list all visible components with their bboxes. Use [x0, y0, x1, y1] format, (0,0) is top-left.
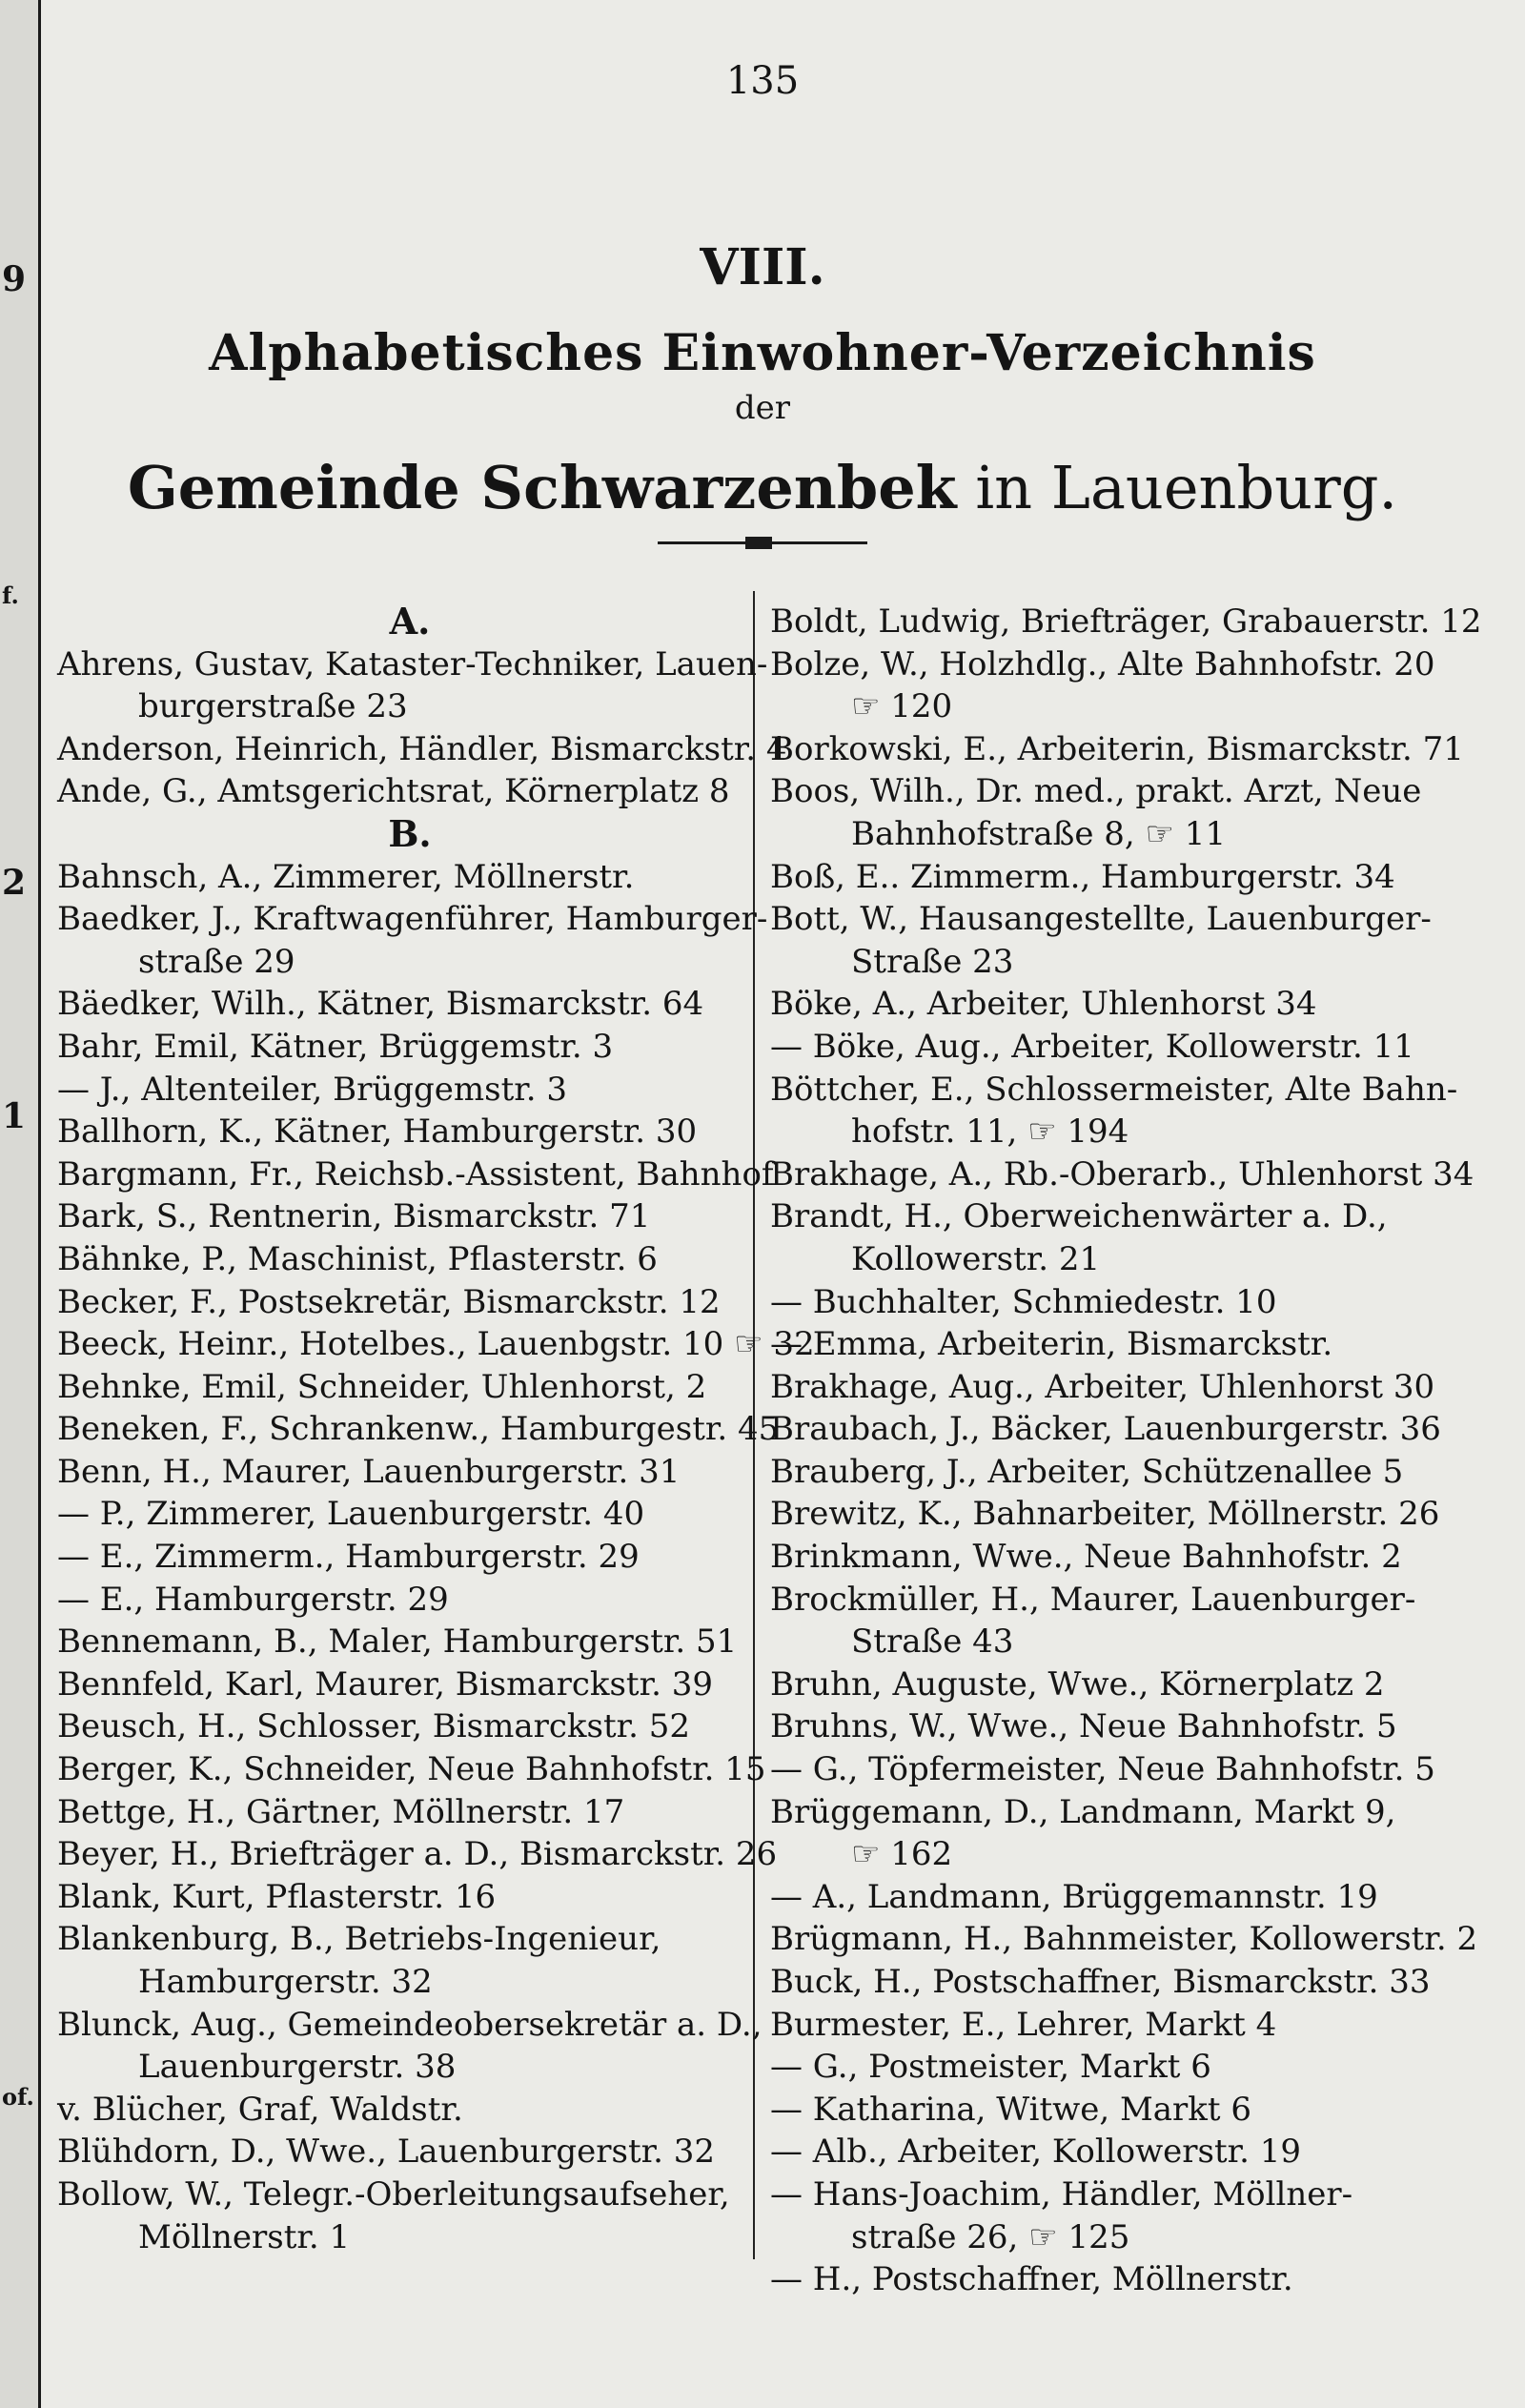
- directory-entry: — Emma, Arbeiterin, Bismarckstr.: [770, 1325, 1333, 1364]
- directory-entry: Brewitz, K., Bahnarbeiter, Möllnerstr. 26: [770, 1495, 1440, 1534]
- entry-continuation: hofstr. 11, ☞ 194: [851, 1112, 1129, 1152]
- directory-entry: — A., Landmann, Brüggemannstr. 19: [770, 1877, 1378, 1916]
- directory-entry: Bark, S., Rentnerin, Bismarckstr. 71: [57, 1197, 651, 1236]
- page-number: 135: [725, 59, 800, 103]
- directory-entry: Bruhn, Auguste, Wwe., Körnerplatz 2: [770, 1664, 1385, 1704]
- letter-heading: B.: [388, 811, 432, 855]
- entry-continuation: Hamburgerstr. 32: [138, 1963, 433, 2001]
- directory-entry: Bahr, Emil, Kätner, Brüggemstr. 3: [57, 1027, 614, 1066]
- directory-entry: Brakhage, A., Rb.-Oberarb., Uhlenhorst 34: [770, 1154, 1474, 1194]
- directory-entry: Bolze, W., Holzhdlg., Alte Bahnhofstr. 20: [770, 644, 1435, 684]
- margin-mark: of.: [2, 2083, 34, 2111]
- directory-entry: — Hans-Joachim, Händler, Möllner-: [770, 2174, 1353, 2214]
- directory-entry: — E., Hamburgerstr. 29: [57, 1580, 449, 1619]
- directory-entry: Brandt, H., Oberweichenwärter a. D.,: [770, 1197, 1388, 1236]
- directory-entry: v. Blücher, Graf, Waldstr.: [57, 2090, 463, 2129]
- margin-mark: 2: [2, 863, 27, 903]
- entry-continuation: Straße 43: [851, 1622, 1014, 1662]
- letter-heading: A.: [389, 600, 431, 643]
- directory-entry: Boß, E.. Zimmerm., Hamburgerstr. 34: [770, 857, 1395, 896]
- directory-entry: Berger, K., Schneider, Neue Bahnhofstr. 15: [57, 1750, 766, 1789]
- directory-entry: Beusch, H., Schlosser, Bismarckstr. 52: [57, 1707, 691, 1746]
- title-connector: der: [734, 389, 791, 427]
- directory-entry: — Böke, Aug., Arbeiter, Kollowerstr. 11: [770, 1027, 1414, 1066]
- directory-entry: Braubach, J., Bäcker, Lauenburgerstr. 36: [770, 1410, 1441, 1449]
- directory-entry: Brüggemann, D., Landmann, Markt 9,: [770, 1792, 1396, 1831]
- directory-entry: Burmester, E., Lehrer, Markt 4: [770, 2005, 1277, 2044]
- directory-entry: — J., Altenteiler, Brüggemstr. 3: [57, 1070, 568, 1109]
- title-municipality-name: Gemeinde Schwarzenbek: [127, 453, 957, 522]
- title-municipality-region: in Lauenburg.: [956, 453, 1398, 522]
- directory-entry: Boos, Wilh., Dr. med., prakt. Arzt, Neue: [770, 772, 1422, 811]
- directory-entry: Böttcher, E., Schlossermeister, Alte Bahn-: [770, 1070, 1458, 1109]
- directory-entry: Ande, G., Amtsgerichtsrat, Körnerplatz 8: [57, 772, 730, 811]
- directory-entry: — Buchhalter, Schmiedestr. 10: [770, 1282, 1277, 1321]
- title-main: Alphabetisches Einwohner-Verzeichnis: [209, 324, 1316, 382]
- directory-entry: Blunck, Aug., Gemeindeobersekretär a. D.,: [57, 2005, 762, 2044]
- entry-continuation: burgerstraße 23: [138, 687, 408, 726]
- directory-entry: Blühdorn, D., Wwe., Lauenburgerstr. 32: [57, 2133, 716, 2172]
- directory-entry: — Katharina, Witwe, Markt 6: [770, 2090, 1251, 2129]
- entry-continuation: straße 26, ☞ 125: [851, 2217, 1130, 2256]
- margin-mark: f.: [2, 582, 19, 609]
- directory-entry: — G., Töpfermeister, Neue Bahnhofstr. 5: [770, 1750, 1435, 1789]
- directory-entry: Baedker, J., Kraftwagenführer, Hamburger-: [57, 900, 768, 939]
- directory-entry: Bähnke, P., Maschinist, Pflasterstr. 6: [57, 1239, 658, 1278]
- left-column: [57, 600, 815, 2258]
- entry-continuation: Kollowerstr. 21: [851, 1239, 1101, 1278]
- right-column: [770, 601, 1494, 2301]
- margin-mark: 1: [2, 1096, 27, 1136]
- entry-continuation: Möllnerstr. 1: [138, 2217, 351, 2256]
- directory-entry: Bennfeld, Karl, Maurer, Bismarckstr. 39: [57, 1664, 713, 1704]
- directory-entry: Bargmann, Fr., Reichsb.-Assistent, Bahnhof: [57, 1154, 774, 1194]
- directory-entry: Blank, Kurt, Pflasterstr. 16: [57, 1877, 497, 1916]
- directory-entry: Beyer, H., Briefträger a. D., Bismarckstr. 26: [57, 1835, 778, 1874]
- entry-continuation: straße 29: [138, 942, 295, 981]
- directory-entry: Beneken, F., Schrankenw., Hamburgestr. 45: [57, 1410, 780, 1449]
- directory-entry: Behnke, Emil, Schneider, Uhlenhorst, 2: [57, 1367, 707, 1406]
- directory-entry: Becker, F., Postsekretär, Bismarckstr. 12: [57, 1282, 721, 1321]
- margin-mark: 9: [2, 259, 27, 299]
- directory-entry: Ballhorn, K., Kätner, Hamburgerstr. 30: [57, 1112, 698, 1152]
- directory-entry: Bettge, H., Gärtner, Möllnerstr. 17: [57, 1792, 625, 1831]
- directory-entry: — P., Zimmerer, Lauenburgerstr. 40: [57, 1495, 645, 1534]
- directory-entry: — G., Postmeister, Markt 6: [770, 2048, 1211, 2087]
- directory-entry: Boldt, Ludwig, Briefträger, Grabauerstr. 12: [770, 602, 1482, 641]
- section-number: VIII.: [700, 238, 825, 296]
- entry-continuation: Lauenburgerstr. 38: [138, 2048, 457, 2087]
- directory-entry: Brockmüller, H., Maurer, Lauenburger-: [770, 1580, 1416, 1619]
- directory-entry: Bollow, W., Telegr.-Oberleitungsaufseher,: [57, 2174, 730, 2214]
- directory-entry: Anderson, Heinrich, Händler, Bismarckstr. 4: [57, 729, 787, 768]
- directory-entry: Buck, H., Postschaffner, Bismarckstr. 33: [770, 1963, 1431, 2001]
- directory-entry: Blankenburg, B., Betriebs-Ingenieur,: [57, 1920, 661, 1959]
- directory-entry: Bruhns, W., Wwe., Neue Bahnhofstr. 5: [770, 1707, 1397, 1746]
- directory-entry: Böke, A., Arbeiter, Uhlenhorst 34: [770, 985, 1317, 1024]
- directory-entry: — Alb., Arbeiter, Kollowerstr. 19: [770, 2133, 1302, 2172]
- directory-entry: — H., Postschaffner, Möllnerstr.: [770, 2260, 1293, 2299]
- entry-continuation: Bahnhofstraße 8, ☞ 11: [851, 814, 1227, 853]
- entry-continuation: ☞ 162: [851, 1835, 953, 1874]
- directory-entry: — E., Zimmerm., Hamburgerstr. 29: [57, 1538, 640, 1577]
- directory-entry: Brügmann, H., Bahnmeister, Kollowerstr. 2: [770, 1920, 1478, 1959]
- directory-entry: Bennemann, B., Maler, Hamburgerstr. 51: [57, 1622, 738, 1662]
- directory-entry: Brauberg, J., Arbeiter, Schützenallee 5: [770, 1452, 1404, 1491]
- entry-continuation: Straße 23: [851, 942, 1014, 981]
- directory-entry: Benn, H., Maurer, Lauenburgerstr. 31: [57, 1452, 681, 1491]
- directory-entry: Bott, W., Hausangestellte, Lauenburger-: [770, 900, 1432, 939]
- title-rule-ornament: [745, 537, 772, 549]
- directory-entry: Brakhage, Aug., Arbeiter, Uhlenhorst 30: [770, 1367, 1435, 1406]
- directory-entry: Ahrens, Gustav, Kataster-Techniker, Lauen-: [57, 644, 768, 684]
- directory-entry: Borkowski, E., Arbeiterin, Bismarckstr. 71: [770, 729, 1464, 768]
- title-municipality: [0, 453, 1525, 522]
- directory-entry: Beeck, Heinr., Hotelbes., Lauenbgstr. 10 ☞ 32: [57, 1325, 815, 1364]
- directory-entry: Bäedker, Wilh., Kätner, Bismarckstr. 64: [57, 985, 704, 1024]
- directory-entry: Brinkmann, Wwe., Neue Bahnhofstr. 2: [770, 1538, 1402, 1577]
- entry-continuation: ☞ 120: [851, 687, 953, 726]
- directory-entry: Bahnsch, A., Zimmerer, Möllnerstr.: [57, 857, 635, 896]
